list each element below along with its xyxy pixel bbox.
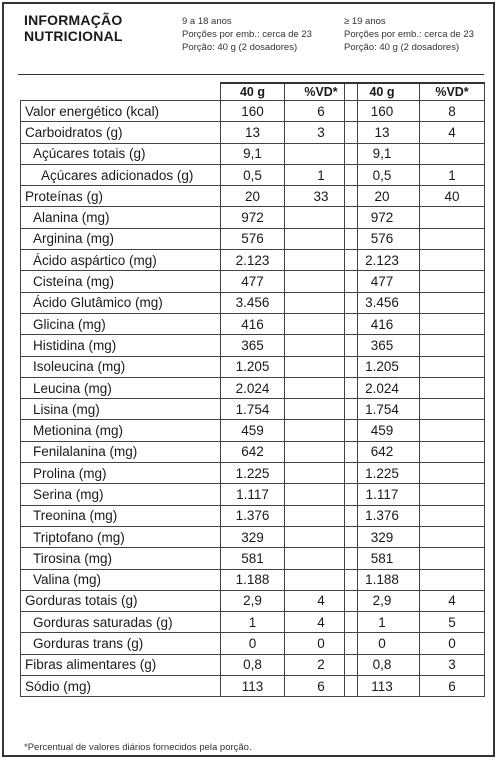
title-line-2: NUTRICIONAL xyxy=(24,28,123,44)
group1-age: 9 a 18 anos xyxy=(182,16,232,27)
table-row xyxy=(21,271,358,292)
nutrient-vd: 6 xyxy=(420,676,485,697)
nutrient-vd xyxy=(420,377,485,398)
nutrient-vd: 40 xyxy=(420,186,485,207)
nutrition-table-19-plus xyxy=(344,82,485,697)
nutrient-name: Gorduras trans (g) xyxy=(21,633,221,654)
table-row xyxy=(21,633,358,654)
table-row xyxy=(345,271,485,292)
group1-servings: Porções por emb.: cerca de 23 xyxy=(182,29,312,40)
nutrient-qty: 9,1 xyxy=(345,143,420,164)
group2-header xyxy=(344,15,474,54)
nutrient-vd xyxy=(420,271,485,292)
table-row xyxy=(345,654,485,675)
group2-servings: Porções por emb.: cerca de 23 xyxy=(344,29,474,40)
label-title xyxy=(24,12,123,44)
table-row xyxy=(21,228,358,249)
nutrient-name: Ácido Glutâmico (mg) xyxy=(21,292,221,313)
nutrient-name: Triptofano (mg) xyxy=(21,526,221,547)
table-row xyxy=(21,186,358,207)
nutrient-qty: 1 xyxy=(221,612,285,633)
table-row xyxy=(345,377,485,398)
table-row xyxy=(21,399,358,420)
table-row xyxy=(345,250,485,271)
table-row xyxy=(345,207,485,228)
nutrient-qty: 13 xyxy=(221,122,285,143)
nutrient-vd xyxy=(420,228,485,249)
table-row xyxy=(345,143,485,164)
table-row xyxy=(21,335,358,356)
table-row xyxy=(345,228,485,249)
nutrient-qty: 1.754 xyxy=(345,399,420,420)
nutrient-qty: 2.024 xyxy=(221,377,285,398)
nutrient-qty: 1.117 xyxy=(221,484,285,505)
nutrient-vd: 6 xyxy=(285,676,358,697)
nutrient-vd xyxy=(420,313,485,334)
nutrient-vd xyxy=(420,569,485,590)
nutrient-vd: 6 xyxy=(285,101,358,122)
nutrient-qty: 477 xyxy=(221,271,285,292)
nutrient-vd xyxy=(420,463,485,484)
table-row xyxy=(345,590,485,611)
nutrient-qty: 972 xyxy=(221,207,285,228)
nutrient-name: Fenilalanina (mg) xyxy=(21,441,221,462)
table-row xyxy=(345,186,485,207)
nutrient-vd: 4 xyxy=(420,122,485,143)
nutrient-vd: 3 xyxy=(420,654,485,675)
nutrient-vd: 3 xyxy=(285,122,358,143)
nutrient-name: Carboidratos (g) xyxy=(21,122,221,143)
nutrient-vd: 4 xyxy=(285,590,358,611)
nutrient-vd xyxy=(420,250,485,271)
nutrient-qty: 1.188 xyxy=(345,569,420,590)
table-row xyxy=(21,420,358,441)
nutrient-vd: 0 xyxy=(285,633,358,654)
nutrient-qty: 329 xyxy=(345,526,420,547)
nutrient-qty: 1.205 xyxy=(345,356,420,377)
nutrient-vd xyxy=(420,505,485,526)
nutrient-qty: 581 xyxy=(221,548,285,569)
table-row xyxy=(345,505,485,526)
table-row xyxy=(345,676,485,697)
table-header-row xyxy=(345,83,485,101)
nutrient-qty: 1.376 xyxy=(221,505,285,526)
nutrient-qty: 477 xyxy=(345,271,420,292)
nutrient-vd xyxy=(420,548,485,569)
table-row xyxy=(345,569,485,590)
table-row xyxy=(21,463,358,484)
nutrient-name: Leucina (mg) xyxy=(21,377,221,398)
table-row xyxy=(21,676,358,697)
nutrient-qty: 0 xyxy=(221,633,285,654)
nutrient-qty: 459 xyxy=(221,420,285,441)
nutrient-name: Cisteína (mg) xyxy=(21,271,221,292)
nutrient-qty: 1.376 xyxy=(345,505,420,526)
group1-portion: Porção: 40 g (2 dosadores) xyxy=(182,42,298,53)
table-row xyxy=(21,356,358,377)
table-row xyxy=(345,356,485,377)
col-qty-header: 40 g xyxy=(221,83,285,101)
nutrient-name: Gorduras totais (g) xyxy=(21,590,221,611)
nutrient-vd xyxy=(420,207,485,228)
table-row xyxy=(345,122,485,143)
nutrient-qty: 113 xyxy=(345,676,420,697)
nutrient-vd: 2 xyxy=(285,654,358,675)
nutrient-name: Fibras alimentares (g) xyxy=(21,654,221,675)
table-row xyxy=(345,633,485,654)
table-row xyxy=(21,526,358,547)
nutrient-name: Prolina (mg) xyxy=(21,463,221,484)
table-row xyxy=(345,335,485,356)
nutrient-qty: 576 xyxy=(345,228,420,249)
nutrient-qty: 1.188 xyxy=(221,569,285,590)
nutrient-name: Valina (mg) xyxy=(21,569,221,590)
nutrient-vd xyxy=(420,484,485,505)
table-row xyxy=(21,207,358,228)
nutrient-vd xyxy=(420,356,485,377)
table-row xyxy=(345,441,485,462)
table-row xyxy=(21,569,358,590)
nutrient-qty: 1.225 xyxy=(345,463,420,484)
table-row xyxy=(21,505,358,526)
nutrient-name: Gorduras saturadas (g) xyxy=(21,612,221,633)
nutrient-qty: 365 xyxy=(221,335,285,356)
nutrient-qty: 0,8 xyxy=(345,654,420,675)
table-row xyxy=(21,548,358,569)
table-row xyxy=(345,484,485,505)
group2-portion: Porção: 40 g (2 dosadores) xyxy=(344,42,460,53)
nutrient-qty: 3.456 xyxy=(345,292,420,313)
nutrition-table-9-18 xyxy=(20,82,358,697)
table-row xyxy=(21,484,358,505)
group1-header xyxy=(182,15,312,54)
table-row xyxy=(345,164,485,185)
nutrient-vd: 4 xyxy=(285,612,358,633)
nutrient-qty: 1.754 xyxy=(221,399,285,420)
table-row xyxy=(345,420,485,441)
nutrition-label xyxy=(2,2,495,757)
nutrient-qty: 0,8 xyxy=(221,654,285,675)
nutrient-vd xyxy=(420,143,485,164)
table-row xyxy=(21,143,358,164)
nutrient-qty: 2.024 xyxy=(345,377,420,398)
nutrient-name: Ácido aspártico (mg) xyxy=(21,250,221,271)
nutrient-qty: 113 xyxy=(221,676,285,697)
nutrient-qty: 642 xyxy=(221,441,285,462)
table-row xyxy=(21,122,358,143)
nutrient-qty: 2,9 xyxy=(345,590,420,611)
nutrient-qty: 9,1 xyxy=(221,143,285,164)
nutrient-name: Valor energético (kcal) xyxy=(21,101,221,122)
nutrient-name: Isoleucina (mg) xyxy=(21,356,221,377)
nutrient-vd xyxy=(420,399,485,420)
table-row xyxy=(345,548,485,569)
nutrient-qty: 0,5 xyxy=(345,164,420,185)
nutrient-name: Açúcares totais (g) xyxy=(21,143,221,164)
table-row xyxy=(345,463,485,484)
nutrient-vd: 0 xyxy=(420,633,485,654)
nutrient-qty: 1 xyxy=(345,612,420,633)
nutrient-vd xyxy=(420,420,485,441)
nutrient-name: Metionina (mg) xyxy=(21,420,221,441)
nutrient-qty: 2,9 xyxy=(221,590,285,611)
nutrient-name: Lisina (mg) xyxy=(21,399,221,420)
table-header-row xyxy=(21,83,358,101)
table-row xyxy=(21,164,358,185)
table-row xyxy=(345,526,485,547)
nutrient-vd xyxy=(420,526,485,547)
nutrient-name: Serina (mg) xyxy=(21,484,221,505)
nutrient-name: Alanina (mg) xyxy=(21,207,221,228)
nutrient-qty: 2.123 xyxy=(221,250,285,271)
table-row xyxy=(21,292,358,313)
nutrient-name: Proteínas (g) xyxy=(21,186,221,207)
nutrient-vd: 1 xyxy=(420,164,485,185)
table-row xyxy=(21,377,358,398)
nutrient-name: Sódio (mg) xyxy=(21,676,221,697)
col-vd-header: %VD* xyxy=(285,83,358,101)
table-row xyxy=(21,590,358,611)
nutrient-qty: 416 xyxy=(221,313,285,334)
nutrient-qty: 576 xyxy=(221,228,285,249)
nutrient-name: Arginina (mg) xyxy=(21,228,221,249)
table-row xyxy=(21,313,358,334)
nutrient-vd xyxy=(420,441,485,462)
table-row xyxy=(345,399,485,420)
table-row xyxy=(21,101,358,122)
nutrient-name: Treonina (mg) xyxy=(21,505,221,526)
nutrient-vd: 4 xyxy=(420,590,485,611)
nutrient-qty: 20 xyxy=(345,186,420,207)
nutrient-qty: 459 xyxy=(345,420,420,441)
nutrient-qty: 642 xyxy=(345,441,420,462)
nutrient-qty: 1.225 xyxy=(221,463,285,484)
title-line-1: INFORMAÇÃO xyxy=(24,12,123,28)
nutrient-name: Tirosina (mg) xyxy=(21,548,221,569)
nutrient-qty: 2.123 xyxy=(345,250,420,271)
nutrient-qty: 1.205 xyxy=(221,356,285,377)
nutrient-qty: 13 xyxy=(345,122,420,143)
nutrient-qty: 20 xyxy=(221,186,285,207)
nutrient-vd: 33 xyxy=(285,186,358,207)
col-vd-header: %VD* xyxy=(420,83,485,101)
col-qty-header: 40 g xyxy=(345,83,420,101)
nutrient-vd xyxy=(420,335,485,356)
nutrient-qty: 365 xyxy=(345,335,420,356)
nutrient-qty: 972 xyxy=(345,207,420,228)
table-row xyxy=(21,654,358,675)
header-blank xyxy=(21,83,221,101)
nutrient-vd xyxy=(420,292,485,313)
table-row xyxy=(345,612,485,633)
group2-age: ≥ 19 anos xyxy=(344,16,386,27)
table-row xyxy=(345,292,485,313)
nutrient-name: Glicina (mg) xyxy=(21,313,221,334)
nutrient-vd: 8 xyxy=(420,101,485,122)
nutrient-qty: 0 xyxy=(345,633,420,654)
table-row xyxy=(21,441,358,462)
nutrient-name: Açúcares adicionados (g) xyxy=(21,164,221,185)
nutrient-vd: 5 xyxy=(420,612,485,633)
nutrient-qty: 160 xyxy=(345,101,420,122)
nutrient-qty: 581 xyxy=(345,548,420,569)
table-row xyxy=(345,101,485,122)
nutrient-vd: 1 xyxy=(285,164,358,185)
nutrient-qty: 329 xyxy=(221,526,285,547)
nutrient-qty: 416 xyxy=(345,313,420,334)
table-row xyxy=(345,313,485,334)
nutrient-qty: 0,5 xyxy=(221,164,285,185)
footnote: *Percentual de valores diários fornecidos pela porção. xyxy=(24,742,252,753)
header-divider xyxy=(18,74,484,75)
nutrient-qty: 1.117 xyxy=(345,484,420,505)
table-row xyxy=(21,250,358,271)
table-row xyxy=(21,612,358,633)
nutrient-qty: 160 xyxy=(221,101,285,122)
nutrient-qty: 3.456 xyxy=(221,292,285,313)
nutrient-name: Histidina (mg) xyxy=(21,335,221,356)
